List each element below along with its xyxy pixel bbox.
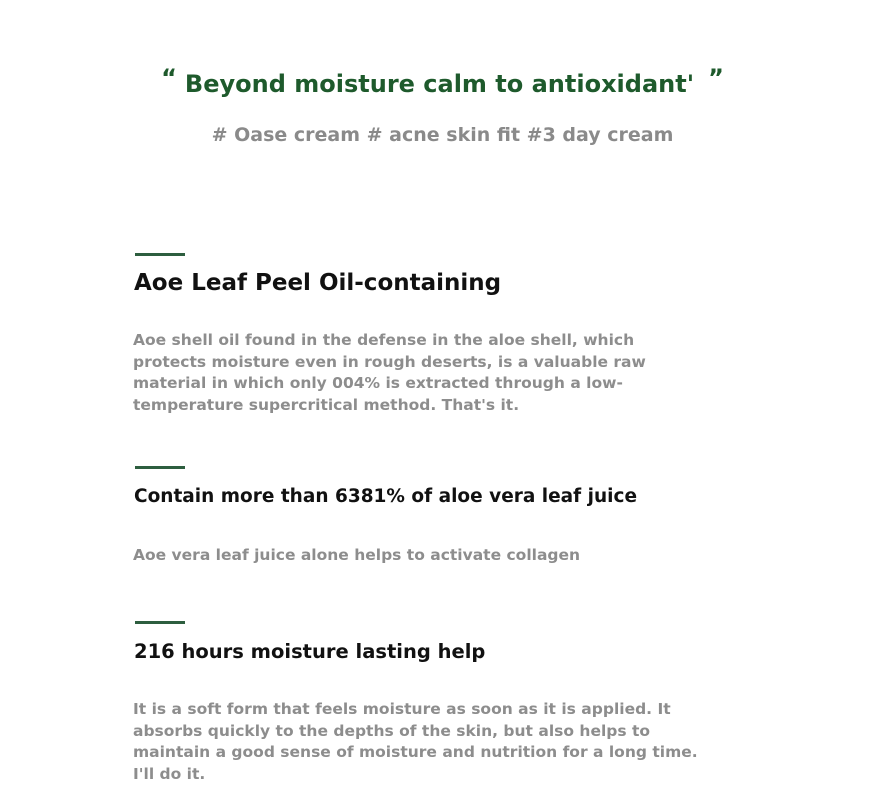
headline-text: Beyond moisture calm to antioxidant': [184, 70, 695, 98]
close-quote-mark: ”: [708, 64, 724, 92]
hashtag-line: # Oase cream # acne skin fit #3 day cream: [211, 124, 674, 146]
section-divider-2: [135, 466, 185, 469]
section-divider-1: [135, 253, 185, 256]
section-title-1: Aoe Leaf Peel Oil-containing: [134, 270, 502, 296]
section-body-1: Aoe shell oil found in the defense in the aloe shell, which protects moisture even in rough deserts, is a valuable raw material in which only 004% is extracted through a low-temperature supercritical method. That's it.: [133, 331, 646, 414]
section-body-3: It is a soft form that feels moisture as soon as it is applied. It absorbs quickly to the depths of the skin, but also helps to maintain a good sense of moisture and nutrition for a long time. I'll do it.: [133, 700, 698, 783]
open-quote-mark: “: [161, 64, 177, 92]
headline: [0, 66, 885, 102]
section-divider-3: [135, 621, 185, 624]
section-title-2: Contain more than 6381% of aloe vera leaf juice: [134, 486, 638, 507]
section-body-2: Aoe vera leaf juice alone helps to activate collagen: [133, 546, 581, 564]
section-title-3: 216 hours moisture lasting help: [134, 640, 486, 663]
